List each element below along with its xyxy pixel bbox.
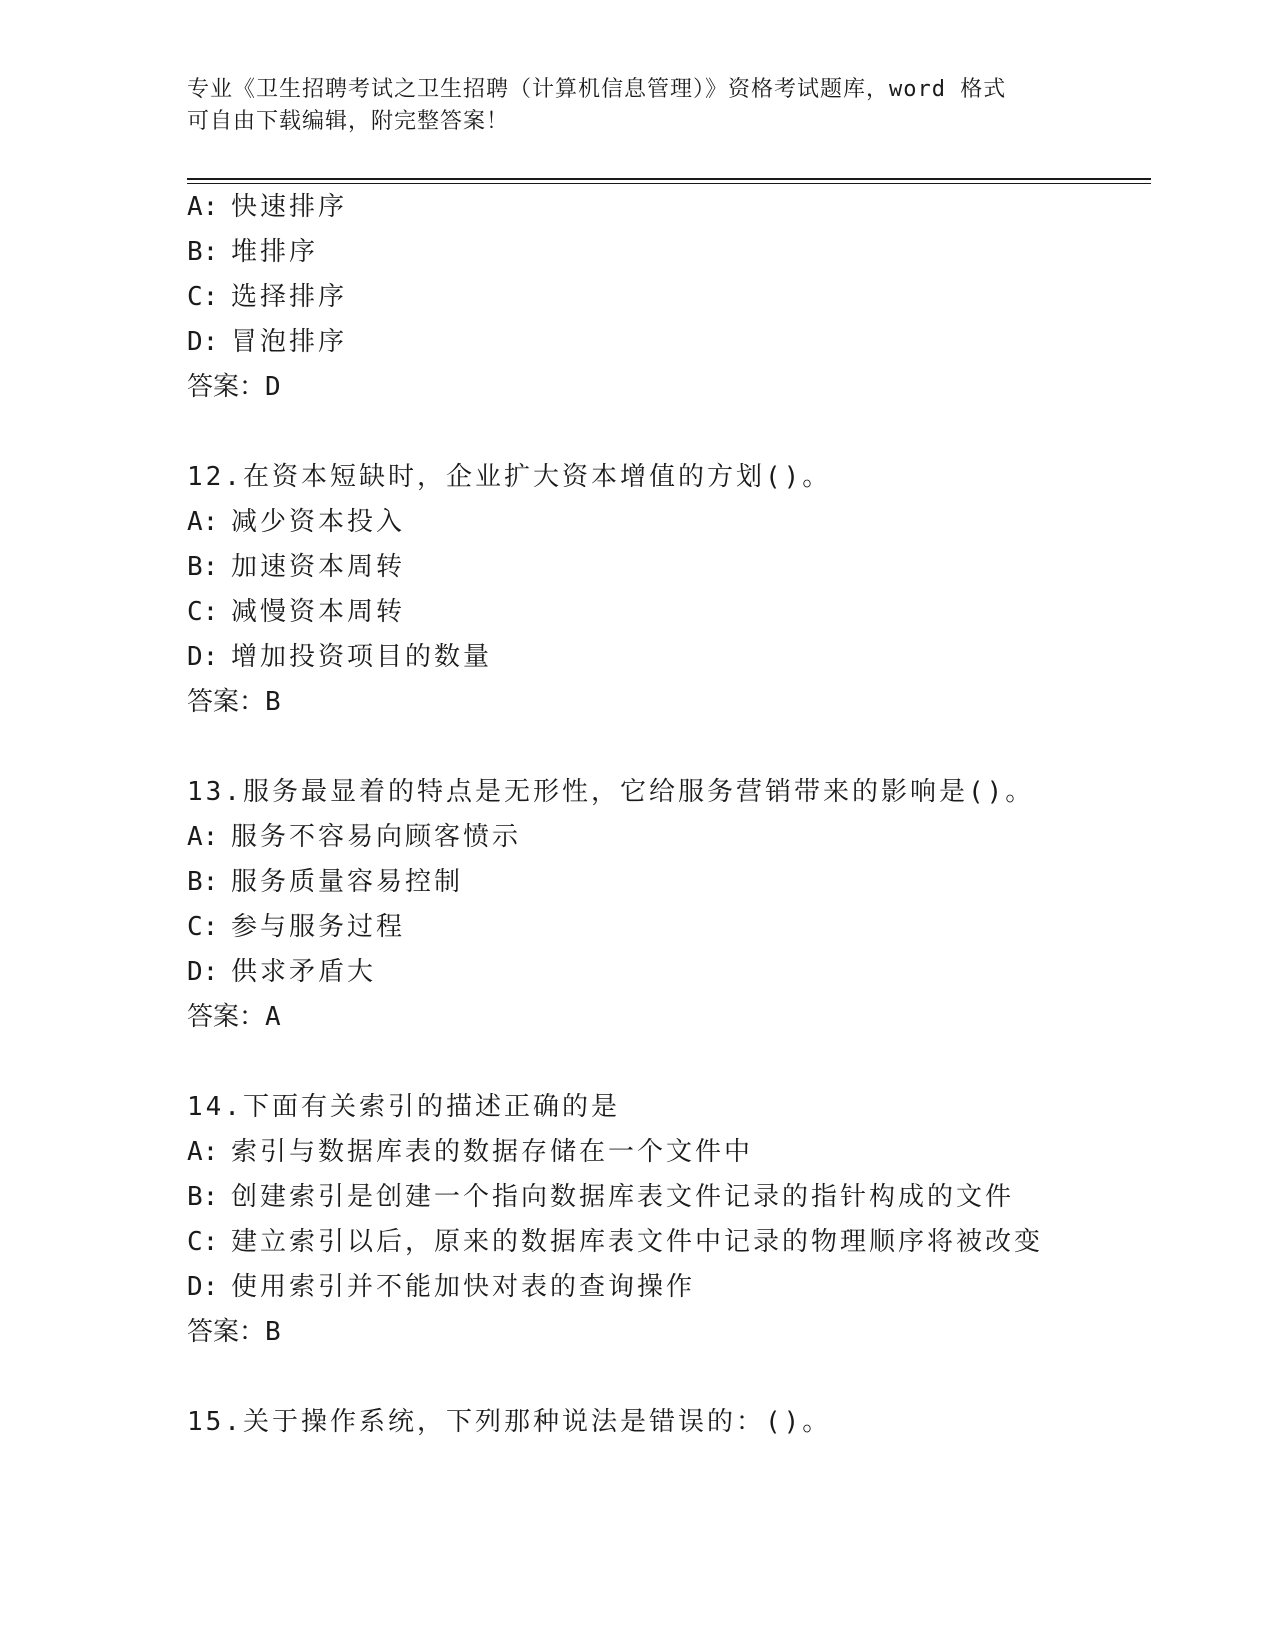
q13-option-d: D: 供求矛盾大	[187, 957, 377, 987]
q12-option-c: C: 减慢资本周转	[187, 597, 406, 627]
q15-stem: 15.关于操作系统，下列那种说法是错误的：()。	[187, 1407, 832, 1437]
header-divider-thin	[187, 183, 1151, 184]
q14-option-b: B: 创建索引是创建一个指向数据库表文件记录的指针构成的文件	[187, 1182, 1015, 1212]
q12-option-b: B: 加速资本周转	[187, 552, 406, 582]
header-title-line-2: 可自由下载编辑，附完整答案！	[187, 109, 510, 134]
q14-option-d: D: 使用索引并不能加快对表的查询操作	[187, 1272, 696, 1302]
q11-option-d: D: 冒泡排序	[187, 327, 348, 357]
q14-option-a: A: 索引与数据库表的数据存储在一个文件中	[187, 1137, 754, 1167]
header-title-line-1: 专业《卫生招聘考试之卫生招聘（计算机信息管理）》资格考试题库，word 格式	[187, 77, 1007, 102]
q11-answer: 答案：D	[187, 372, 281, 402]
q11-option-c: C: 选择排序	[187, 282, 348, 312]
q12-option-a: A: 减少资本投入	[187, 507, 406, 537]
q12-answer: 答案：B	[187, 687, 281, 717]
q12-stem: 12.在资本短缺时，企业扩大资本增值的方划()。	[187, 462, 832, 492]
q11-option-a: A: 快速排序	[187, 192, 348, 222]
q13-option-c: C: 参与服务过程	[187, 912, 406, 942]
q13-option-b: B: 服务质量容易控制	[187, 867, 464, 897]
q14-option-c: C: 建立索引以后，原来的数据库表文件中记录的物理顺序将被改变	[187, 1227, 1044, 1257]
document-header	[187, 74, 1067, 138]
q13-stem: 13.服务最显着的特点是无形性，它给服务营销带来的影响是()。	[187, 777, 1035, 807]
q13-option-a: A: 服务不容易向顾客愤示	[187, 822, 522, 852]
q13-answer: 答案：A	[187, 1002, 281, 1032]
q11-option-b: B: 堆排序	[187, 237, 319, 267]
header-divider-thick	[187, 178, 1151, 180]
q14-stem: 14.下面有关索引的描述正确的是	[187, 1092, 620, 1122]
q14-answer: 答案：B	[187, 1317, 281, 1347]
q12-option-d: D: 增加投资项目的数量	[187, 642, 493, 672]
